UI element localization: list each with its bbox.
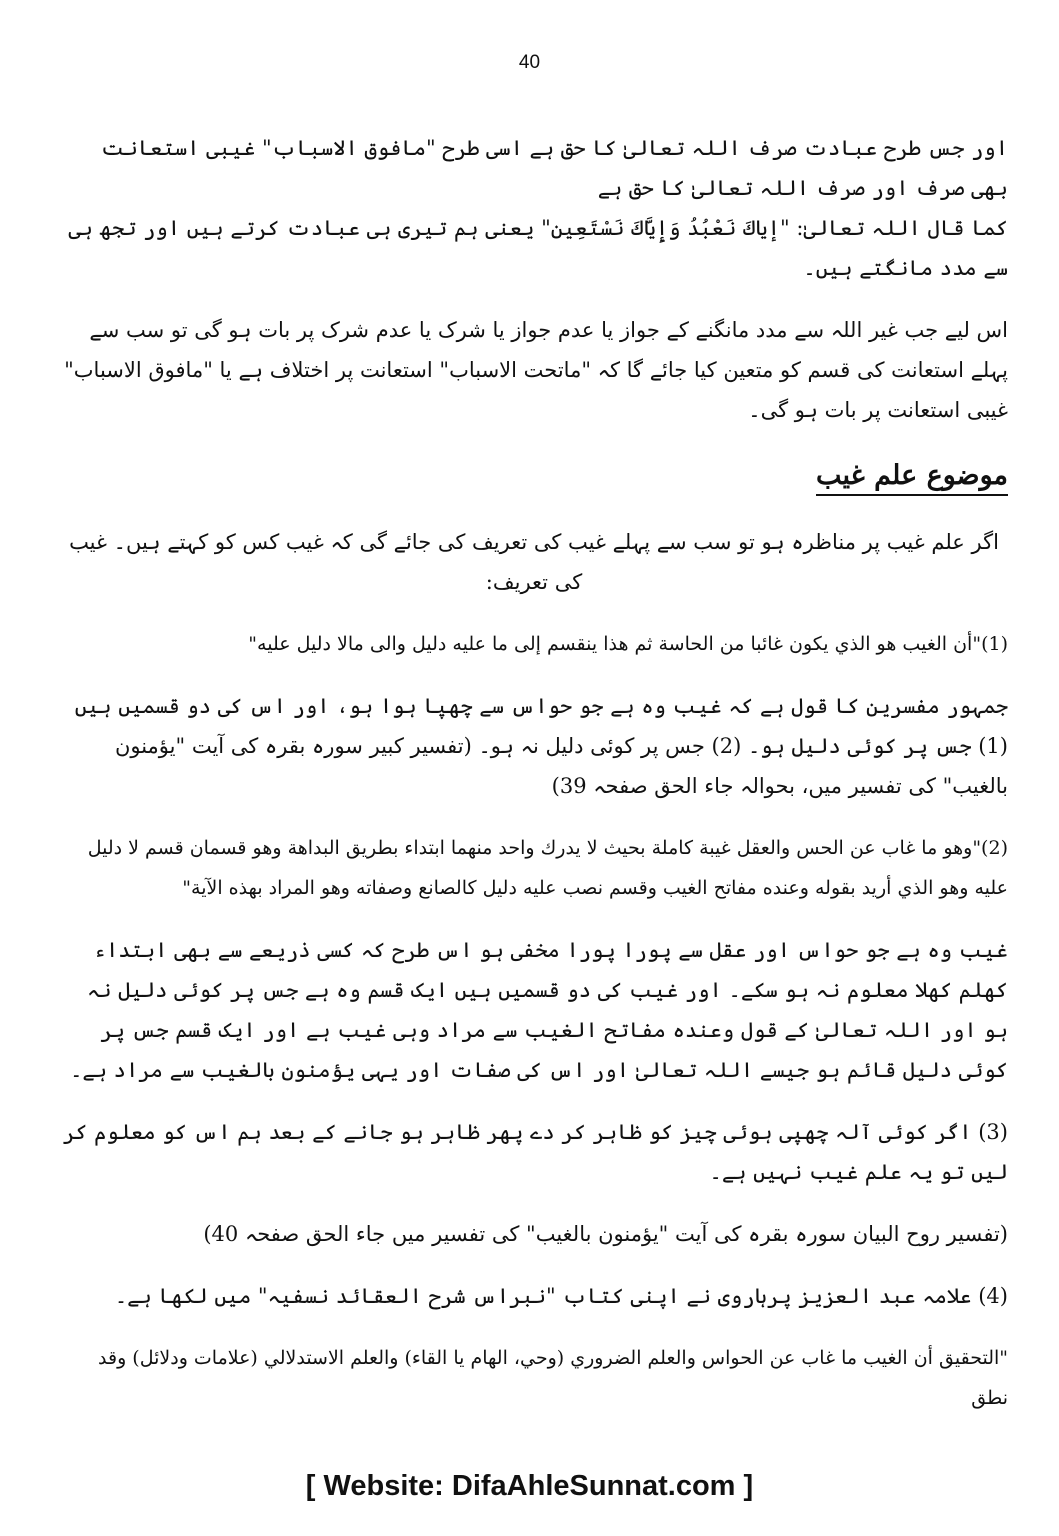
paragraph-arabic-quote-2: (2)"وهو ما غاب عن الحس والعقل غيبة كاملة بحيث لا يدرك واحد منهما ابتداء بطريق البداهة وهو قسمان قسم لا دليل عليه وهو الذي أريد بقوله وعنده مفاتح الغيب وقسم نصب عليه دليل كالصانع وصفاته وهو المراد بهذه الآية" [87,837,1008,899]
paragraph-ibadat: اور جس طرح عبادت صرف اللہ تعالیٰ کا حق ہے اسی طرح "مافوق الاسباب" غیبی استعانت بھی صرف اور صرف اللہ تعالیٰ کا حق ہے [101,136,1008,200]
paragraph-quran-verse: کما قال اللہ تعالیٰ: "إياكَ نَعْبُدُ وَإِيَّاكَ نَسْتَعِين" یعنی ہم تیری ہی عبادت کرتے ہیں اور تجھ ہی سے مدد مانگتے ہیں۔ [68,216,1008,280]
page-body [60,128,1008,1418]
paragraph-arabic-quote-1: (1)"أن الغيب هو الذي يكون غائبا من الحاسة ثم هذا ينقسم إلى ما عليه دليل والى مالا دليل عليه" [248,633,1008,655]
paragraph-ruh-ul-bayan-ref: (تفسیر روح البیان سورہ بقرہ کی آیت "یؤمنون بالغیب" کی تفسیر میں جاء الحق صفحہ 40) [203,1222,1008,1246]
paragraph-arabic-quote-3: "التحقيق أن الغيب ما غاب عن الحواس والعلم الضروري (وحي، الهام يا القاء) والعلم الاستدلالي (علامات ودلائل) وقد نطق [98,1347,1008,1409]
section-heading [60,460,1008,496]
paragraph-ghaib-definition-intro: اگر علم غیب پر مناظرہ ہو تو سب سے پہلے غیب کی تعریف کی جائے گی کہ غیب کس کو کہتے ہیں۔ غیب کی تعریف: [69,530,999,594]
paragraph-point-3: (3) اگر کوئی آلہ چھپی ہوئی چیز کو ظاہر کر دے پھر ظاہر ہو جانے کے بعد ہم اس کو معلوم کر لیں تو یہ علم غیب نہیں ہے۔ [62,1120,1008,1184]
paragraph-point-4: (4) علامہ عبد العزیز پرہاروی نے اپنی کتاب "نبراس شرح العقائد نسفیہ" میں لکھا ہے۔ [114,1284,1008,1308]
website-footer: [ Website: DifaAhleSunnat.com ] [305,1470,754,1502]
paragraph-istianat: اس لیے جب غیر اللہ سے مدد مانگنے کے جواز یا عدم جواز یا شرک یا عدم شرک پر بات ہو گی تو سب سے پہلے استعانت کی قسم کو متعین کیا جائے گا کہ "ماتحت الاسباب" استعانت پر اختلاف ہے یا "مافوق الاسباب" غیبی استعانت پر بات ہو گی۔ [64,318,1008,422]
paragraph-jamhoor: جمہور مفسرین کا قول ہے کہ غیب وہ ہے جو حواس سے چھپا ہوا ہو، اور اس کی دو قسمیں ہیں (1) جس پر کوئی دلیل ہو۔ (2) جس پر کوئی دلیل نہ ہو۔ (تفسیر کبیر سورہ بقرہ کی آیت "یؤمنون بالغیب" کی تفسیر میں، بحوالہ جاء الحق صفحہ 39) [74,694,1008,798]
paragraph-ghaib-explanation: غیب وہ ہے جو حواس اور عقل سے پورا پورا مخفی ہو اس طرح کہ کسی ذریعے سے بھی ابتداء کھلم کھلا معلوم نہ ہو سکے۔ اور غیب کی دو قسمیں ہیں ایک قسم وہ ہے جس پر کوئی دلیل نہ ہو اور اللہ تعالیٰ کے قول وعندہ مفاتح الغیب سے مراد وہی غیب ہے اور ایک قسم جس پر کوئی دلیل قائم ہو جیسے اللہ تعالیٰ اور اس کی صفات اور یہی یؤمنون بالغیب سے مراد ہے۔ [70,938,1008,1082]
section-heading-text: موضوع علم غیب [816,460,1008,496]
page-number: 40 [518,52,541,73]
